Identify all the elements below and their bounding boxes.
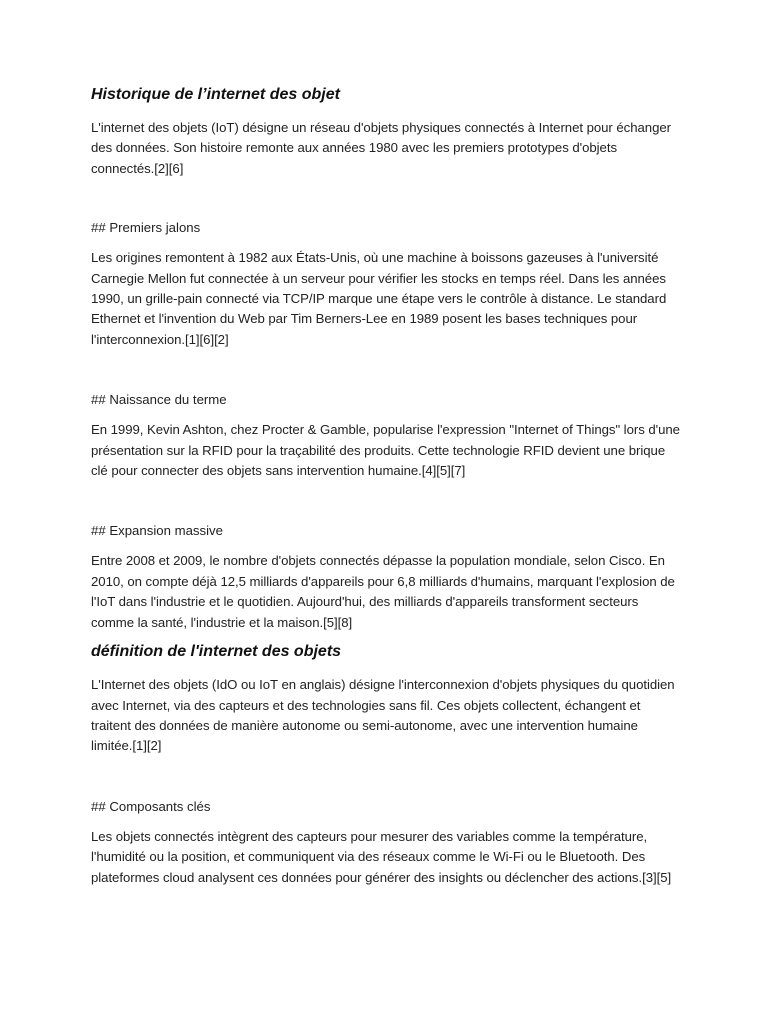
document-page xyxy=(91,84,681,888)
paragraph-expansion-massive: Entre 2008 et 2009, le nombre d'objets connectés dépasse la population mondiale, selon Cisco. En 2010, on compte déjà 12,5 milliards d'appareils pour 6,8 milliards d'humains, marquant l'explosion de l'IoT dans l'industrie et le quotidien. Aujourd'hui, des milliards d'appareils transforment secteurs comme la santé, l'industrie et la maison.[5][8] xyxy=(91,553,675,630)
subheading-premiers-jalons: ## Premiers jalons xyxy=(91,220,201,236)
history-title: Historique de l’internet des objet xyxy=(91,86,340,103)
definition-title: définition de l'internet des objets xyxy=(91,643,342,661)
subheading-expansion-massive: ## Expansion massive xyxy=(91,523,223,539)
paragraph-naissance-du-terme: En 1999, Kevin Ashton, chez Procter & Gamble, popularise l'expression "Internet of Things" lors d'une présentation sur la RFID pour la traçabilité des produits. Cette technologie RFID devient une brique clé pour connecter des objets sans intervention humaine.[4][5][7] xyxy=(91,422,680,479)
paragraph-premiers-jalons: Les origines remontent à 1982 aux États-Unis, où une machine à boissons gazeuses à l'université Carnegie Mellon fut connectée à un serveur pour vérifier les stocks en temps réel. Dans les années 1990, un grille-pain connecté via TCP/IP marque une étape vers le contrôle à distance. Le standard Ethernet et l'invention du Web par Tim Berners-Lee en 1989 posent les bases techniques pour l'interconnexion.[1][6][2] xyxy=(91,250,667,347)
history-intro: L'internet des objets (IoT) désigne un réseau d'objets physiques connectés à Internet pour échanger des données. Son histoire remonte aux années 1980 avec les premiers prototypes d'objets connectés.[2][6] xyxy=(91,120,671,176)
subheading-naissance-du-terme: ## Naissance du terme xyxy=(91,392,227,408)
subheading-composants-cles: ## Composants clés xyxy=(91,798,211,814)
definition-intro: L'Internet des objets (IdO ou IoT en anglais) désigne l'interconnexion d'objets physiques du quotidien avec Internet, via des capteurs et des technologies sans fil. Ces objets collectent, échangent et traitent des données de manière autonome ou semi-autonome, avec une intervention humaine limitée.[1][2] xyxy=(91,677,675,754)
paragraph-composants-cles: Les objets connectés intègrent des capteurs pour mesurer des variables comme la température, l'humidité ou la position, et communiquent via des réseaux comme le Wi-Fi ou le Bluetooth. Des plateformes cloud analysent ces données pour générer des insights ou déclencher des actions.[3][5] xyxy=(91,828,672,885)
